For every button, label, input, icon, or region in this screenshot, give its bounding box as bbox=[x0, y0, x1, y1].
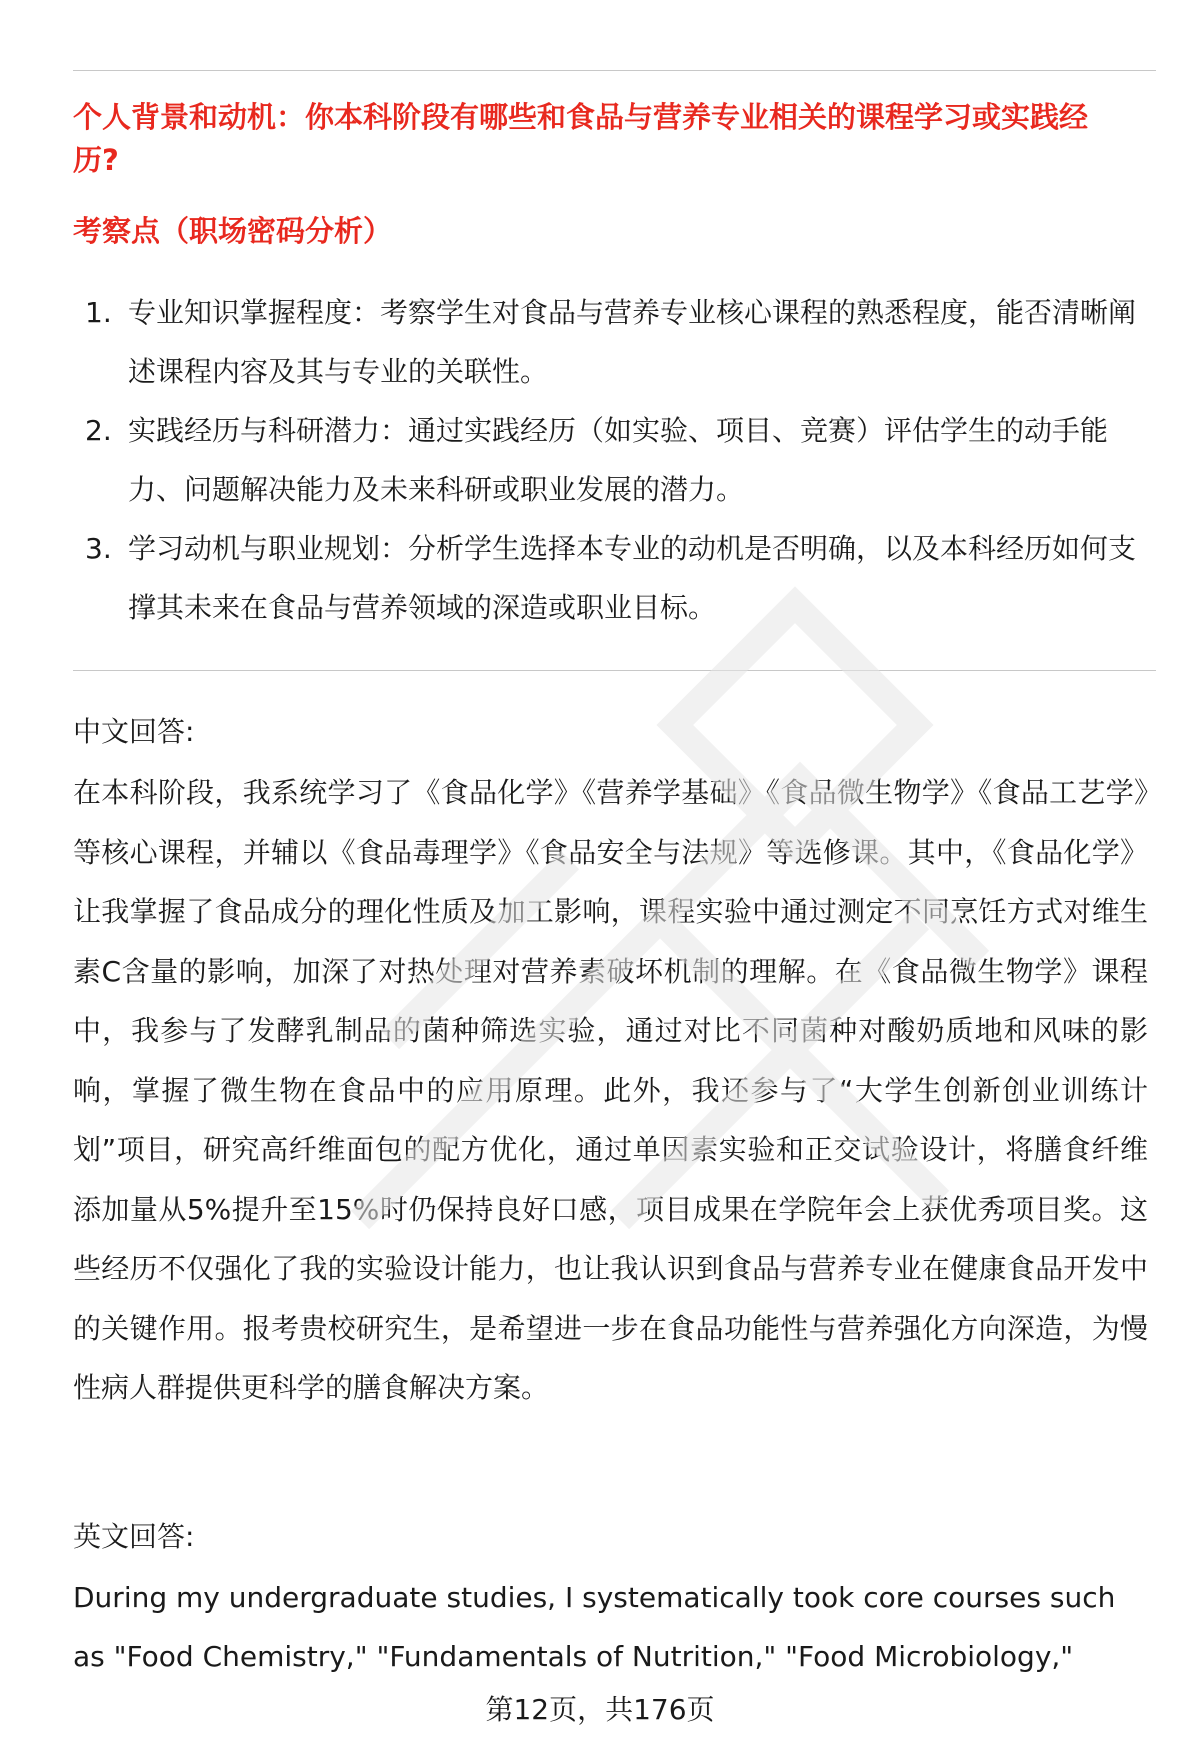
point-number: 1. bbox=[85, 296, 112, 329]
point-text: 实践经历与科研潜力：通过实践经历（如实验、项目、竞赛）评估学生的动手能力、问题解决能力及未来科研或职业发展的潜力。 bbox=[128, 414, 1109, 506]
point-number: 3. bbox=[85, 532, 112, 565]
assessment-point bbox=[73, 519, 1153, 637]
assessment-point bbox=[73, 283, 1153, 401]
point-text: 专业知识掌握程度：考察学生对食品与营养专业核心课程的熟悉程度，能否清晰阐述课程内容及其与专业的关联性。 bbox=[128, 296, 1137, 388]
assessment-point bbox=[73, 401, 1153, 519]
question-title: 个人背景和动机：你本科阶段有哪些和食品与营养专业相关的课程学习或实践经历? bbox=[73, 100, 1089, 177]
page-number-footer: 第12页，共176页 bbox=[485, 1693, 715, 1726]
point-text: 学习动机与职业规划：分析学生选择本专业的动机是否明确，以及本科经历如何支撑其未来在食品与营养领域的深造或职业目标。 bbox=[128, 532, 1137, 624]
point-number: 2. bbox=[85, 414, 112, 447]
english-answer-text: During my undergraduate studies, I systematically took core courses such as "Food Chemistry," "Fundamentals of Nutrition," "Food Microbiology," bbox=[73, 1581, 1116, 1673]
english-answer-label: 英文回答: bbox=[73, 1520, 195, 1553]
section-divider bbox=[73, 670, 1156, 671]
assessment-points-heading: 考察点（职场密码分析） bbox=[73, 214, 393, 248]
chinese-answer-label: 中文回答: bbox=[73, 715, 195, 748]
assessment-points-list bbox=[73, 283, 1153, 637]
chinese-answer-text: 在本科阶段，我系统学习了《食品化学》《营养学基础》《食品微生物学》《食品工艺学》等核心课程，并辅以《食品毒理学》《食品安全与法规》等选修课。其中，《食品化学》让我掌握了食品成分的理化性质及加工影响，课程实验中通过测定不同烹饪方式对维生素C含量的影响，加深了对热处理对营养素破坏机制的理解。在《食品微生物学》课程中，我参与了发酵乳制品的菌种筛选实验，通过对比不同菌种对酸奶质地和风味的影响，掌握了微生物在食品中的应用原理。此外，我还参与了“大学生创新创业训练计划”项目，研究高纤维面包的配方优化，通过单因素实验和正交试验设计，将膳食纤维添加量从5%提升至15%时仍保持良好口感，项目成果在学院年会上获优秀项目奖。这些经历不仅强化了我的实验设计能力，也让我认识到食品与营养专业在健康食品开发中的关键作用。报考贵校研究生，是希望进一步在食品功能性与营养强化方向深造，为慢性病人群提供更科学的膳食解决方案。 bbox=[73, 776, 1148, 1404]
top-divider bbox=[73, 70, 1156, 71]
